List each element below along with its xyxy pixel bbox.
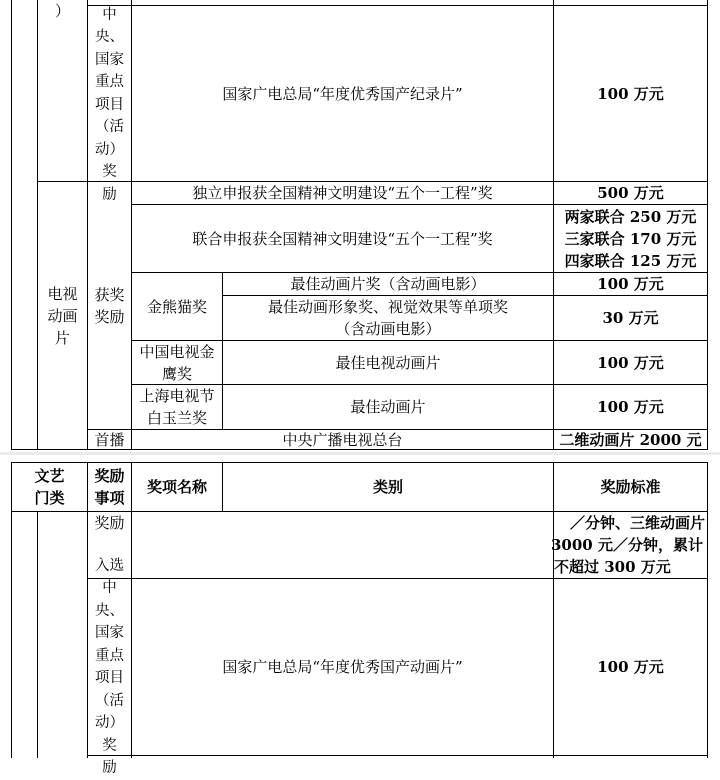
award-item-line: 中央、 (95, 6, 124, 45)
award-item-line: 中央、 (95, 580, 124, 619)
standard-line: 两家联合 250 万元 (564, 207, 697, 226)
grid-line (11, 0, 12, 450)
header-art-type (12, 463, 87, 511)
standard-cell (554, 205, 707, 272)
award-item-line: 入选 (95, 557, 124, 574)
category-cell (223, 296, 553, 340)
grid-line (37, 512, 38, 758)
award-item-line: 项目 (95, 670, 124, 686)
standard-line: 四家联合 125 万元 (564, 251, 697, 270)
category-cell: 最佳动画片 (350, 398, 426, 416)
award-item-cell (88, 182, 131, 429)
standard-line: ／分钟、三维动画片 (569, 514, 705, 532)
category-cell: 国家广电总局“年度优秀国产纪录片” (222, 84, 463, 103)
standard-cell: 100 万元 (597, 353, 664, 372)
award-item-line: （活 (95, 119, 124, 135)
award-item-cell (88, 6, 131, 203)
award-item-line: 奖励 (94, 307, 125, 326)
award-name-cell (132, 341, 222, 384)
standard-cell: 100 万元 (597, 275, 664, 293)
category-cell: 独立申报获全国精神文明建设“五个一工程”奖 (192, 184, 493, 202)
award-item-line: 获奖 (94, 285, 125, 304)
award-item-cell: 奖励 (94, 514, 125, 532)
art-type-line: 电视 (47, 284, 78, 303)
header-line: 奖励 (94, 467, 125, 485)
header-award-item (88, 463, 131, 511)
standard-cell (551, 512, 707, 578)
standard-cell: 500 万元 (597, 184, 664, 202)
grid-line (87, 755, 708, 756)
category-line: 最佳动画形象奖、视觉效果等单项奖 (267, 298, 508, 316)
award-item-line: 动）奖 (95, 715, 124, 754)
grid-line (707, 462, 708, 758)
category-line: （含动画电影） (335, 320, 441, 338)
award-name-cell: 金熊猫奖 (146, 297, 207, 316)
category-cell: 联合申报获全国精神文明建设“五个一工程”奖 (192, 229, 493, 248)
grid-line (707, 0, 708, 450)
standard-cell: 二维动画片 2000 元 (559, 430, 702, 449)
header-standard: 奖励标准 (600, 478, 661, 496)
award-item-line: 国家 (95, 51, 124, 68)
award-item-line: （活 (95, 692, 124, 709)
award-item-line: 励 (102, 760, 117, 776)
award-item-line: 动）奖 (95, 141, 124, 180)
category-cell: 国家广电总局“年度优秀国产动画片” (222, 658, 463, 676)
award-item-line: 项目 (95, 96, 124, 113)
art-type-cell (38, 182, 87, 449)
award-name-cell (132, 385, 222, 429)
award-item-line: 重点 (95, 74, 124, 90)
standard-cell: 100 万元 (597, 658, 664, 676)
header-line: 事项 (94, 489, 125, 507)
standard-cell: 100 万元 (597, 84, 664, 103)
award-name-line: 中国电视金 (139, 342, 215, 361)
award-item-line: 励 (102, 186, 117, 203)
award-item-cell: 首播 (94, 430, 125, 449)
category-cell: 最佳电视动画片 (335, 353, 441, 372)
header-line: 文艺 (34, 467, 65, 485)
standard-cell: 30 万元 (602, 309, 659, 327)
standard-cell: 100 万元 (597, 398, 664, 416)
standard-line: 3000 元／分钟，累计 (551, 536, 703, 554)
header-award-name: 奖项名称 (146, 478, 207, 496)
award-item-line: 国家 (95, 625, 124, 641)
standard-line: 三家联合 170 万元 (564, 229, 697, 248)
award-item-cell (88, 557, 131, 776)
page-separator (0, 452, 720, 455)
category-cell: 最佳动画片奖（含动画电影） (290, 275, 486, 293)
category-cell: 中央广播电视总台 (282, 430, 403, 449)
art-type-line: 动画 (47, 306, 78, 325)
award-name-line: 鹰奖 (161, 364, 192, 383)
art-type-fragment: ） (54, 2, 70, 20)
standard-line: 不超过 300 万元 (554, 558, 671, 576)
header-category: 类别 (372, 478, 403, 496)
award-name-line: 白玉兰奖 (146, 409, 207, 427)
header-line: 门类 (34, 489, 65, 507)
award-name-line: 上海电视节 (139, 387, 215, 405)
award-item-line: 重点 (95, 647, 124, 664)
art-type-line: 片 (54, 328, 70, 347)
